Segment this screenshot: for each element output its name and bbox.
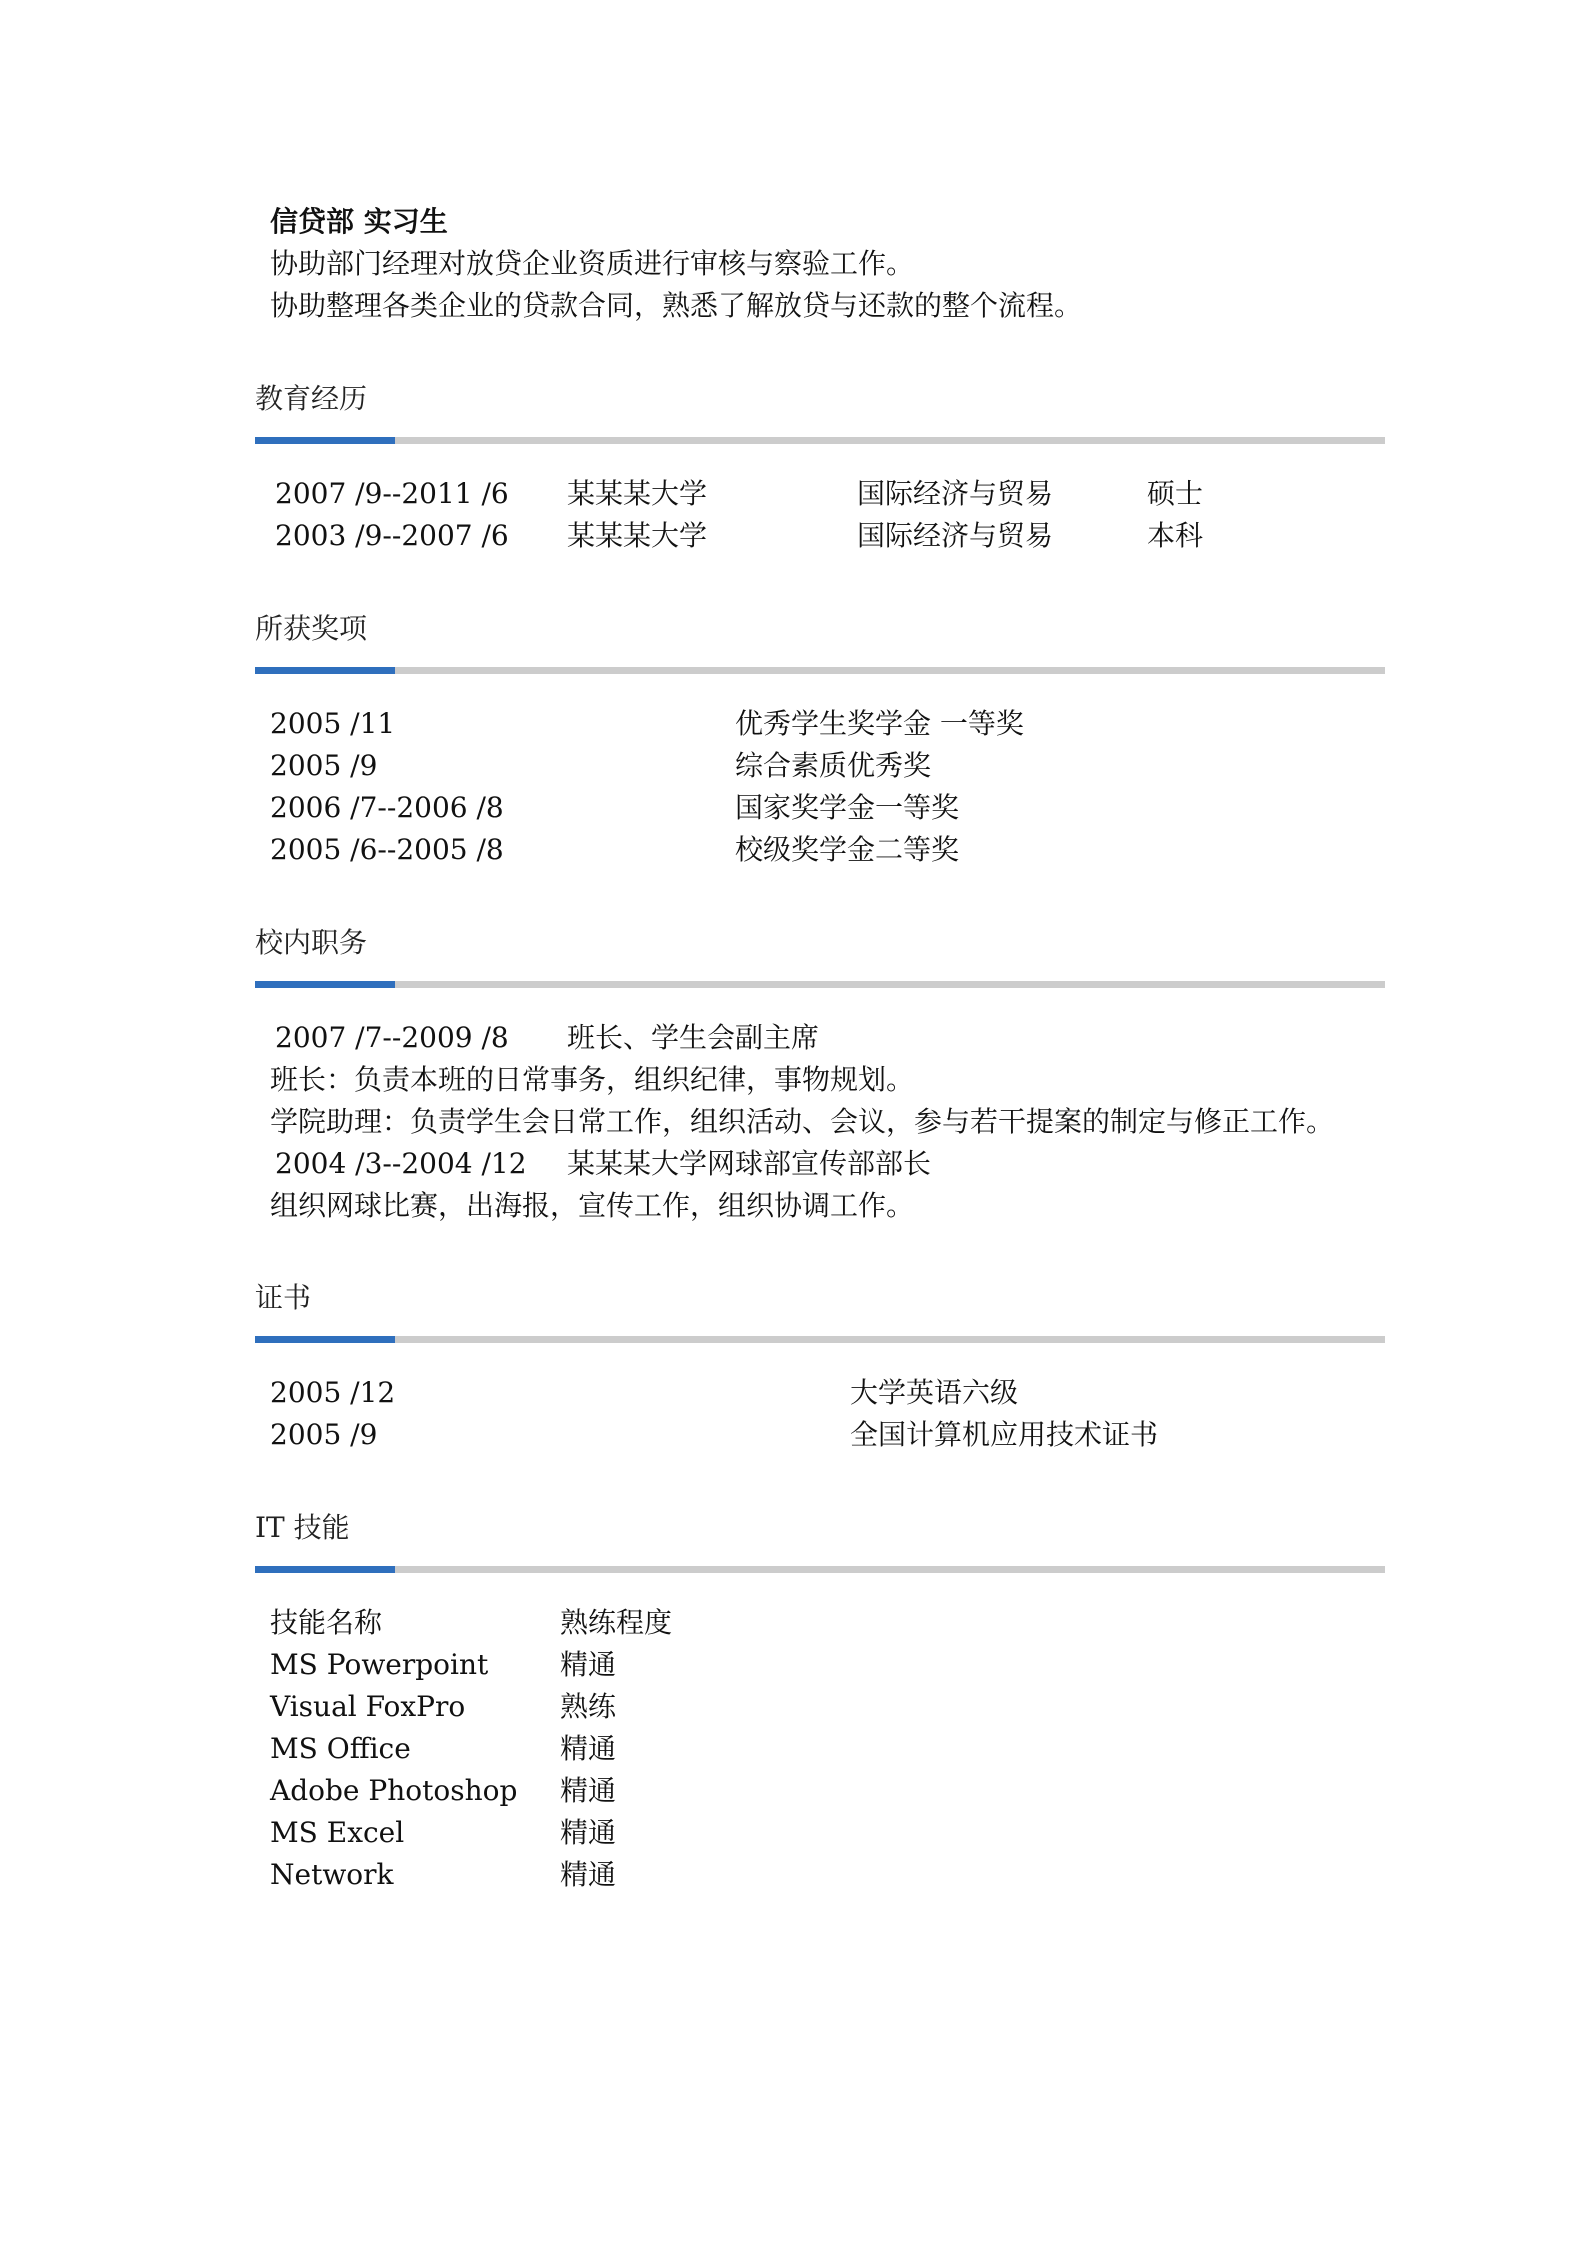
section-divider — [255, 981, 1385, 988]
skill-name: Adobe Photoshop — [270, 1774, 518, 1807]
certificate-name: 全国计算机应用技术证书 — [850, 1418, 1159, 1451]
skill-name: MS Excel — [270, 1816, 405, 1849]
certificate-name: 大学英语六级 — [850, 1376, 1019, 1409]
skill-level: 熟练 — [560, 1690, 617, 1723]
divider-accent — [255, 437, 395, 444]
position-description: 组织网球比赛，出海报，宣传工作，组织协调工作。 — [270, 1189, 915, 1222]
certificate-date: 2005 /12 — [270, 1376, 396, 1409]
section-divider — [255, 667, 1385, 674]
divider-accent — [255, 981, 395, 988]
skill-level: 精通 — [560, 1774, 617, 1807]
award-date: 2005 /6--2005 /8 — [270, 833, 504, 866]
education-school: 某某某大学 — [567, 519, 708, 552]
section-title-positions: 校内职务 — [255, 926, 368, 959]
skill-level: 精通 — [560, 1816, 617, 1849]
position-period: 2007 /7--2009 /8 — [275, 1021, 509, 1054]
position-description: 学院助理：负责学生会日常工作，组织活动、会议，参与若干提案的制定与修正工作。 — [270, 1105, 1335, 1138]
award-date: 2005 /11 — [270, 707, 396, 740]
education-degree: 本科 — [1147, 519, 1204, 552]
education-period: 2007 /9--2011 /6 — [275, 477, 509, 510]
certificate-date: 2005 /9 — [270, 1418, 378, 1451]
skill-name: Visual FoxPro — [270, 1690, 466, 1723]
section-divider — [255, 1566, 1385, 1573]
award-name: 优秀学生奖学金 一等奖 — [735, 707, 1024, 740]
section-title-certificates: 证书 — [255, 1281, 312, 1314]
position-period: 2004 /3--2004 /12 — [275, 1147, 527, 1180]
skill-name: MS Office — [270, 1732, 411, 1765]
skill-level: 精通 — [560, 1732, 617, 1765]
internship-line: 协助整理各类企业的贷款合同，熟悉了解放贷与还款的整个流程。 — [270, 289, 1083, 322]
section-title-education: 教育经历 — [255, 382, 368, 415]
education-period: 2003 /9--2007 /6 — [275, 519, 509, 552]
education-school: 某某某大学 — [567, 477, 708, 510]
skill-level: 精通 — [560, 1648, 617, 1681]
section-divider — [255, 1336, 1385, 1343]
education-degree: 硕士 — [1147, 477, 1204, 510]
section-title-it-skills: IT 技能 — [255, 1511, 350, 1544]
position-role: 班长、学生会副主席 — [567, 1021, 820, 1054]
skills-header-name: 技能名称 — [270, 1606, 383, 1639]
position-description: 班长：负责本班的日常事务，组织纪律，事物规划。 — [270, 1063, 915, 1096]
skill-level: 精通 — [560, 1858, 617, 1891]
skill-name: MS Powerpoint — [270, 1648, 489, 1681]
award-name: 校级奖学金二等奖 — [735, 833, 960, 866]
award-date: 2005 /9 — [270, 749, 378, 782]
internship-title: 信贷部 实习生 — [270, 205, 448, 238]
divider-accent — [255, 667, 395, 674]
award-name: 综合素质优秀奖 — [735, 749, 932, 782]
education-major: 国际经济与贸易 — [857, 519, 1054, 552]
position-role: 某某某大学网球部宣传部部长 — [567, 1147, 932, 1180]
skill-name: Network — [270, 1858, 394, 1891]
divider-accent — [255, 1566, 395, 1573]
award-date: 2006 /7--2006 /8 — [270, 791, 504, 824]
award-name: 国家奖学金一等奖 — [735, 791, 960, 824]
skills-header-level: 熟练程度 — [560, 1606, 673, 1639]
divider-accent — [255, 1336, 395, 1343]
education-major: 国际经济与贸易 — [857, 477, 1054, 510]
section-divider — [255, 437, 1385, 444]
section-title-awards: 所获奖项 — [255, 612, 368, 645]
internship-line: 协助部门经理对放贷企业资质进行审核与察验工作。 — [270, 247, 915, 280]
